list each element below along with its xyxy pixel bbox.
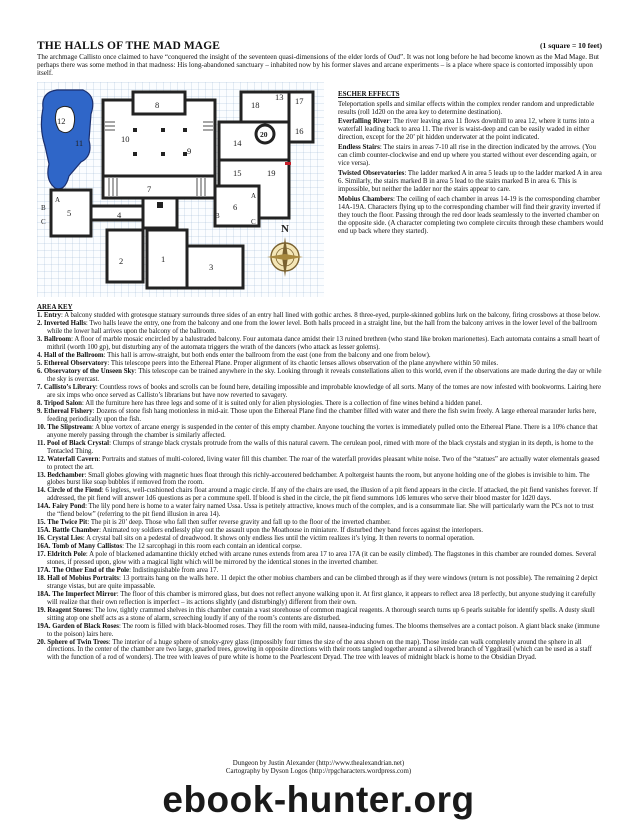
area-description: : The interior of a huge sphere of smoky-grey glass (impossibly four times the size of the area shown on the map). Those inside can walk completely around the sphere in all directions. In the center of the chamber are two large, gnarled trees, growing in opposite directions with their roots tangled together around a silvered branch of Yggdrasil (which can be used as a staff with the function of a rod of wonders). The tree with leaves of pure white is home to the Pearlescent Dryad. The tree with leaves of midnight black is home to the Obsidian Dryad. <box>47 638 592 662</box>
map-room-7 <box>103 176 215 198</box>
area-key-entry <box>37 368 603 384</box>
area-key-heading: AREA KEY <box>37 304 73 311</box>
map-label-room: 19 <box>267 168 276 178</box>
area-name: Pool of Black Crystal <box>46 439 110 447</box>
escher-term: Mobius Chambers <box>338 194 393 203</box>
area-name: Sphere of Twin Trees <box>47 638 109 646</box>
area-number: 10. <box>37 423 46 431</box>
map-marker-c: C <box>41 218 46 226</box>
area-number: 3. <box>37 336 43 344</box>
map-label-room: 1 <box>161 254 166 264</box>
map-label-room: 9 <box>187 146 192 156</box>
map-label-room: 4 <box>117 210 122 220</box>
map-label-room: 2 <box>119 256 124 266</box>
area-name: Tomb of Many Callistos <box>52 543 123 551</box>
area-key-entry <box>37 607 603 623</box>
area-name: Observatory of the Unseen Sky <box>43 368 135 376</box>
area-number: 14A. <box>37 503 51 511</box>
area-name: The Other End of the Pole <box>52 566 130 574</box>
escher-heading: ESCHER EFFECTS <box>338 90 400 98</box>
area-name: Tripod Salon <box>43 399 82 407</box>
area-key-entry <box>37 551 603 567</box>
escher-term: Endless Stairs <box>338 143 380 152</box>
escher-text: : The ceiling of each chamber in areas 14-19 is the corresponding chamber 14A-19A. Characters flying up to the corresponding chamber will find their gravity inverted if they touch the floor. Passing through the red door leads seamlessly to the inverted chamber on the opposite side. (A character completing two complete circuits through these chambers would end up back where they started). <box>338 194 604 235</box>
map-label-room: 6 <box>233 202 238 212</box>
page-header <box>37 40 602 52</box>
area-number: 6. <box>37 368 43 376</box>
area-description: : This hall is arrow-straight, but both ends enter the ballroom from the east (one from the balcony and one from below). <box>103 352 431 360</box>
watermark: ebook-hunter.org <box>162 779 475 820</box>
area-description: : Dozens of stone fish hang motionless in mid-air. Those upon the Ethereal Plane find the chamber filled with water and there the fish swim freely. A large ethereal marauder lurks here, feeding periodically upon the fish. <box>47 407 597 423</box>
area-description: : A floor of marble mosaic encircled by a balustraded balcony. Four automata dance amidst their 13 ruined brethren (who stand like broken marionettes). Each automata contains a small heart of mithril (worth 100 gp), but disturbing any of the automata triggers the wrath of the dancers (who attack as lesser golems). <box>47 336 600 352</box>
area-number: 16. <box>37 535 46 543</box>
area-key-entry <box>37 567 603 575</box>
escher-text: : The stairs in areas 7-10 all rise in the direction indicated by the arrows. (You can climb counter-clockwise and end up where you started without ever descending again, or vice versa). <box>338 143 597 168</box>
area-number: 18. <box>37 574 46 582</box>
area-name: Inverted Halls <box>43 320 86 328</box>
area-key-entry <box>37 440 603 456</box>
area-key-entry <box>37 400 603 408</box>
area-number: 15. <box>37 519 46 527</box>
area-description: : 6 legless, well-cushioned chairs float around a magic circle. If any of the chairs are used, the illusion of a pit fiend appears in the circle. If attacked, the pit fiend vanishes forever. If addressed, the pit fiend will answer 1d6 questions as per a commune spell. If blood is shed in the circle, the pit fiend summons 1d6 lemures who serve their blood master for 1d20 days. <box>47 487 598 503</box>
area-description: : A balcony studded with grotesque statuary surrounds three sides of an entry hall lined with gothic arches. 8 three-eyed, purple-skinned goblins lurk on the balcony, firing crossbows at those below. <box>60 312 601 320</box>
area-key-entry <box>37 623 603 639</box>
area-name: Waterfall Cavern <box>47 455 99 463</box>
area-number: 19A. <box>37 622 51 630</box>
area-name: Reagent Stores <box>47 606 92 614</box>
map-marker-b: B <box>215 212 220 220</box>
area-description: : This telescope can be trained anywhere in the sky. Looking through it reveals constellations alien to this world, even if the observations are made during the day or while the sky is overcast. <box>47 368 602 384</box>
map-scale-note: (1 square = 10 feet) <box>540 41 602 50</box>
area-number: 8. <box>37 399 43 407</box>
area-key-entry <box>37 312 603 320</box>
map-label-room: 16 <box>295 126 304 136</box>
area-description: : The low, tightly crammed shelves in this chamber contain a vast storehouse of common magical reagents. A thorough search turns up 6 pearls suitable for identify spells. A dusty skull sitting atop one shelf acts as a stone of alarm, screeching loudly if any of the room’s contents are disturbed. <box>47 606 595 622</box>
escher-term: Everfalling River <box>338 117 390 126</box>
area-name: Garden of Black Roses <box>52 622 119 630</box>
area-number: 16A. <box>37 543 51 551</box>
map-label-room: 7 <box>147 184 152 194</box>
map-room-1 <box>147 230 187 288</box>
area-description: : A crystal ball sits on a pedestal of dreadwood. It shows only endless lies until the victim realizes it’s lying. It then reverts to normal operation. <box>82 535 475 543</box>
map-label-room: 12 <box>57 116 66 126</box>
area-name: Ethereal Observatory <box>43 360 108 368</box>
area-key-entry <box>37 360 603 368</box>
area-name: The Imperfect Mirror <box>52 590 117 598</box>
map-label-room: 11 <box>75 138 84 148</box>
intro-paragraph: The archmage Callisto once claimed to have “conquered the insight of the seventeen quasi-dimensions of the elder lords of Oud”. It was not long before he had become known as the Mad Mage. But perhaps there was some method in that madness: His long-abandoned sanctuary – inhabited now by his former slaves and arcane experiments – is a place where space is contorted impossibly upon itself. <box>37 53 600 78</box>
area-key-entry <box>37 575 603 591</box>
escher-text: : The river leaving area 11 flows downhill to area 12, where it turns into a waterfall leading back to area 11. The river is waist-deep and can be easily waded in either direction, except for the 20’ pit hidden underwater at the point indicated. <box>338 117 595 142</box>
area-key-entry <box>37 527 603 535</box>
area-name: Bedchamber <box>47 471 85 479</box>
area-key-entry <box>37 408 603 424</box>
map-marker-a: A <box>55 196 61 204</box>
area-name: Entry <box>43 312 61 320</box>
area-description: : The room is filled with black-bloomed roses. They fill the room with mild, nausea-inducing fumes. The blooms themselves are a contact poison. A giant black snake (immune to the poison) lairs here. <box>47 622 600 638</box>
area-key-entry <box>37 456 603 472</box>
area-name: Circle of the Fiend <box>47 487 102 495</box>
area-description: : Indistinguishable from area 17. <box>129 566 219 574</box>
area-description: : Portraits and statues of multi-colored, living water fill this chamber. The roar of the waterfall provides pleasant white noise. Two of the “statues” are actually water elementals geased to protect the art. <box>47 455 600 471</box>
area-key-entry <box>37 543 603 551</box>
map-room-14 <box>219 122 289 160</box>
area-number: 1. <box>37 312 43 320</box>
escher-item <box>338 195 604 235</box>
area-number: 7. <box>37 384 43 392</box>
credits-dungeon: Dungeon by Justin Alexander (http://www.thealexandrian.net) <box>232 760 405 767</box>
map-label-room: 10 <box>121 134 130 144</box>
map-marker-a: A <box>251 192 257 200</box>
area-name: The Twice Pit <box>47 519 88 527</box>
map-red-door <box>285 162 291 165</box>
area-key-entry <box>37 535 603 543</box>
area-description: : Clumps of strange black crystals protrude from the walls of this natural cavern. The cerulean pool, rimed with more of the black crystals and stygian in its depth, is home to the Tentacled Thing. <box>47 439 594 455</box>
escher-item <box>338 169 604 193</box>
page-title: THE HALLS OF THE MAD MAGE <box>37 40 221 52</box>
escher-text: : The ladder marked A in area 5 leads up to the ladder marked A in area 6. Similarly, the stairs marked B in area 5 lead to the stairs marked B in area 6. This is impossible, but neither the ladder nor the stairs appear to care. <box>338 168 602 193</box>
area-description: : The floor of this chamber is mirrored glass, but does not reflect anyone walking upon it. At first glance, it appears to reflect area 18 perfectly, but anyone studying it carefully will realize that their own reflection is imperfect – its actions slightly (and disturbingly) different from their own. <box>47 590 596 606</box>
escher-intro: Teleportation spells and similar effects within the complex render random and unpredictable results (roll 1d20 on the area key to determine destination). <box>338 99 595 116</box>
area-key-entry <box>37 320 603 336</box>
map-label-room: 13 <box>275 92 284 102</box>
area-number: 20. <box>37 638 46 646</box>
dungeon-map <box>37 82 324 297</box>
map-label-room: 18 <box>251 100 260 110</box>
area-name: Ethereal Fishery <box>43 407 93 415</box>
area-name: Battle Chamber <box>52 527 100 535</box>
map-label-room: 3 <box>209 262 214 272</box>
area-description: : Two halls leave the entry, one from the balcony and one from the lower level. Both halls proceed in a straight line, but the hall from the balcony arrives in the lower level of the ballroom while the lower hall arrives upon the balcony of the ballroom. <box>47 320 597 336</box>
area-description: : 13 portraits hang on the walls here. 11 depict the other mobius chambers and can be climbed through as if they were windows (return is not possible). The remaining 2 depict strange vistas, but are quite impassable. <box>47 574 598 590</box>
area-number: 2. <box>37 320 43 328</box>
credits <box>0 760 637 776</box>
area-description: : The pit is 20’ deep. Those who fall then suffer reverse gravity and fall up to the floor of the inverted chamber. <box>87 519 391 527</box>
area-name: Hall of Mobius Portraits <box>47 574 119 582</box>
area-key-entry <box>37 519 603 527</box>
area-number: 17. <box>37 551 46 559</box>
area-description: : This telescope peers into the Ethereal Plane. Proper alignment of its chaotic lenses allows observation of the plane anywhere within 50 miles. <box>107 360 499 368</box>
escher-item <box>338 117 604 141</box>
escher-item <box>338 143 604 167</box>
map-label-room: 5 <box>67 208 72 218</box>
escher-term: Twisted Observatories <box>338 168 405 177</box>
map-marker-c: C <box>251 218 256 226</box>
map-room-2-hall <box>107 230 143 282</box>
area-number: 18A. <box>37 590 51 598</box>
area-number: 17A. <box>37 566 51 574</box>
area-description: : Small globes glowing with magnetic hues float through this richly-accoutered bedchamber. A poltergeist haunts the room, but anyone holding one of the globes is invisible to him. The globes burst like soap bubbles if removed from the room. <box>47 471 590 487</box>
area-number: 19. <box>37 606 46 614</box>
area-number: 9. <box>37 407 43 415</box>
map-room-3 <box>187 246 243 288</box>
area-description: : All the furniture here has three legs and some of it is suited only for alien physiologies. There is a collection of fine wines behind a hidden panel. <box>81 399 483 407</box>
area-description: : The 12 sarcophagi in this room each contain an identical corpse. <box>122 543 302 551</box>
area-name: Fairy Pond <box>52 503 86 511</box>
area-key-entry <box>37 503 603 519</box>
area-key-entry <box>37 424 603 440</box>
area-description: : Animated toy soldiers endlessly play out the assault upon the Moathouse in miniature. If disturbed they band forces against the interlopers. <box>99 527 483 535</box>
area-number: 15A. <box>37 527 51 535</box>
area-number: 11. <box>37 439 46 447</box>
area-number: 12. <box>37 455 46 463</box>
area-name: Callisto’s Library <box>43 384 96 392</box>
area-key-entry <box>37 472 603 488</box>
area-number: 5. <box>37 360 43 368</box>
area-key-entry <box>37 336 603 352</box>
area-name: Ballroom <box>43 336 72 344</box>
map-label-room: 20 <box>260 130 268 139</box>
area-description: : Countless rows of books and scrolls can be found here, detailing impossible and improbable knowledge of all sorts. Many of the tomes are now infested with bookworms. Lairing here are six imps who once served as Callisto’s librarians but have now reverted to savagery. <box>47 384 602 399</box>
area-key-list <box>37 312 603 662</box>
area-key-entry <box>37 591 603 607</box>
map-compass-label: N <box>281 223 289 235</box>
map-label-room: 15 <box>233 168 242 178</box>
area-number: 13. <box>37 471 46 479</box>
map-label-room: 8 <box>155 100 160 110</box>
credits-cartography: Cartography by Dyson Logos (http://rpgcharacters.wordpress.com) <box>225 768 412 775</box>
map-marker-b: B <box>41 204 46 212</box>
area-name: Crystal Lies <box>47 535 83 543</box>
area-description: : A pole of blackened adamantine thickly etched with arcane runes extends from area 17 to area 17A (it can be easily climbed). The flagstones in this chamber are rounded domes. Several stones, if pressed upon, glow with a magical light which will be mirrored by the identical stones in the inverted chamber. <box>47 551 596 566</box>
area-key-section <box>37 304 603 662</box>
area-key-entry <box>37 384 603 400</box>
area-name: The Slipstream <box>47 423 92 431</box>
area-description: : The lily pond here is home to a water fairy named Ussa. Ussa is petitely attractive, knows much of the complex, and is a consummate liar. She will particularly warn the PCs not to trust the “fiend below” (referring to the pit fiend illusion in area 14). <box>47 503 594 519</box>
area-number: 4. <box>37 352 43 360</box>
map-label-room: 14 <box>233 138 242 148</box>
escher-effects-section <box>338 90 604 236</box>
area-number: 14. <box>37 487 46 495</box>
area-name: Eldritch Pole <box>47 551 86 559</box>
area-name: Hall of the Ballroom <box>43 352 104 360</box>
map-label-room: 17 <box>295 96 304 106</box>
area-key-entry <box>37 487 603 503</box>
area-key-entry <box>37 352 603 360</box>
area-key-entry <box>37 639 603 663</box>
area-description: : A blue vortex of arcane energy is suspended in the center of this empty chamber. Anyone touching the vortex is immediately pulled onto the Ethereal Plane. There is a 10% chance that anyone merely passing through the chamber is similarly affected. <box>47 423 598 439</box>
